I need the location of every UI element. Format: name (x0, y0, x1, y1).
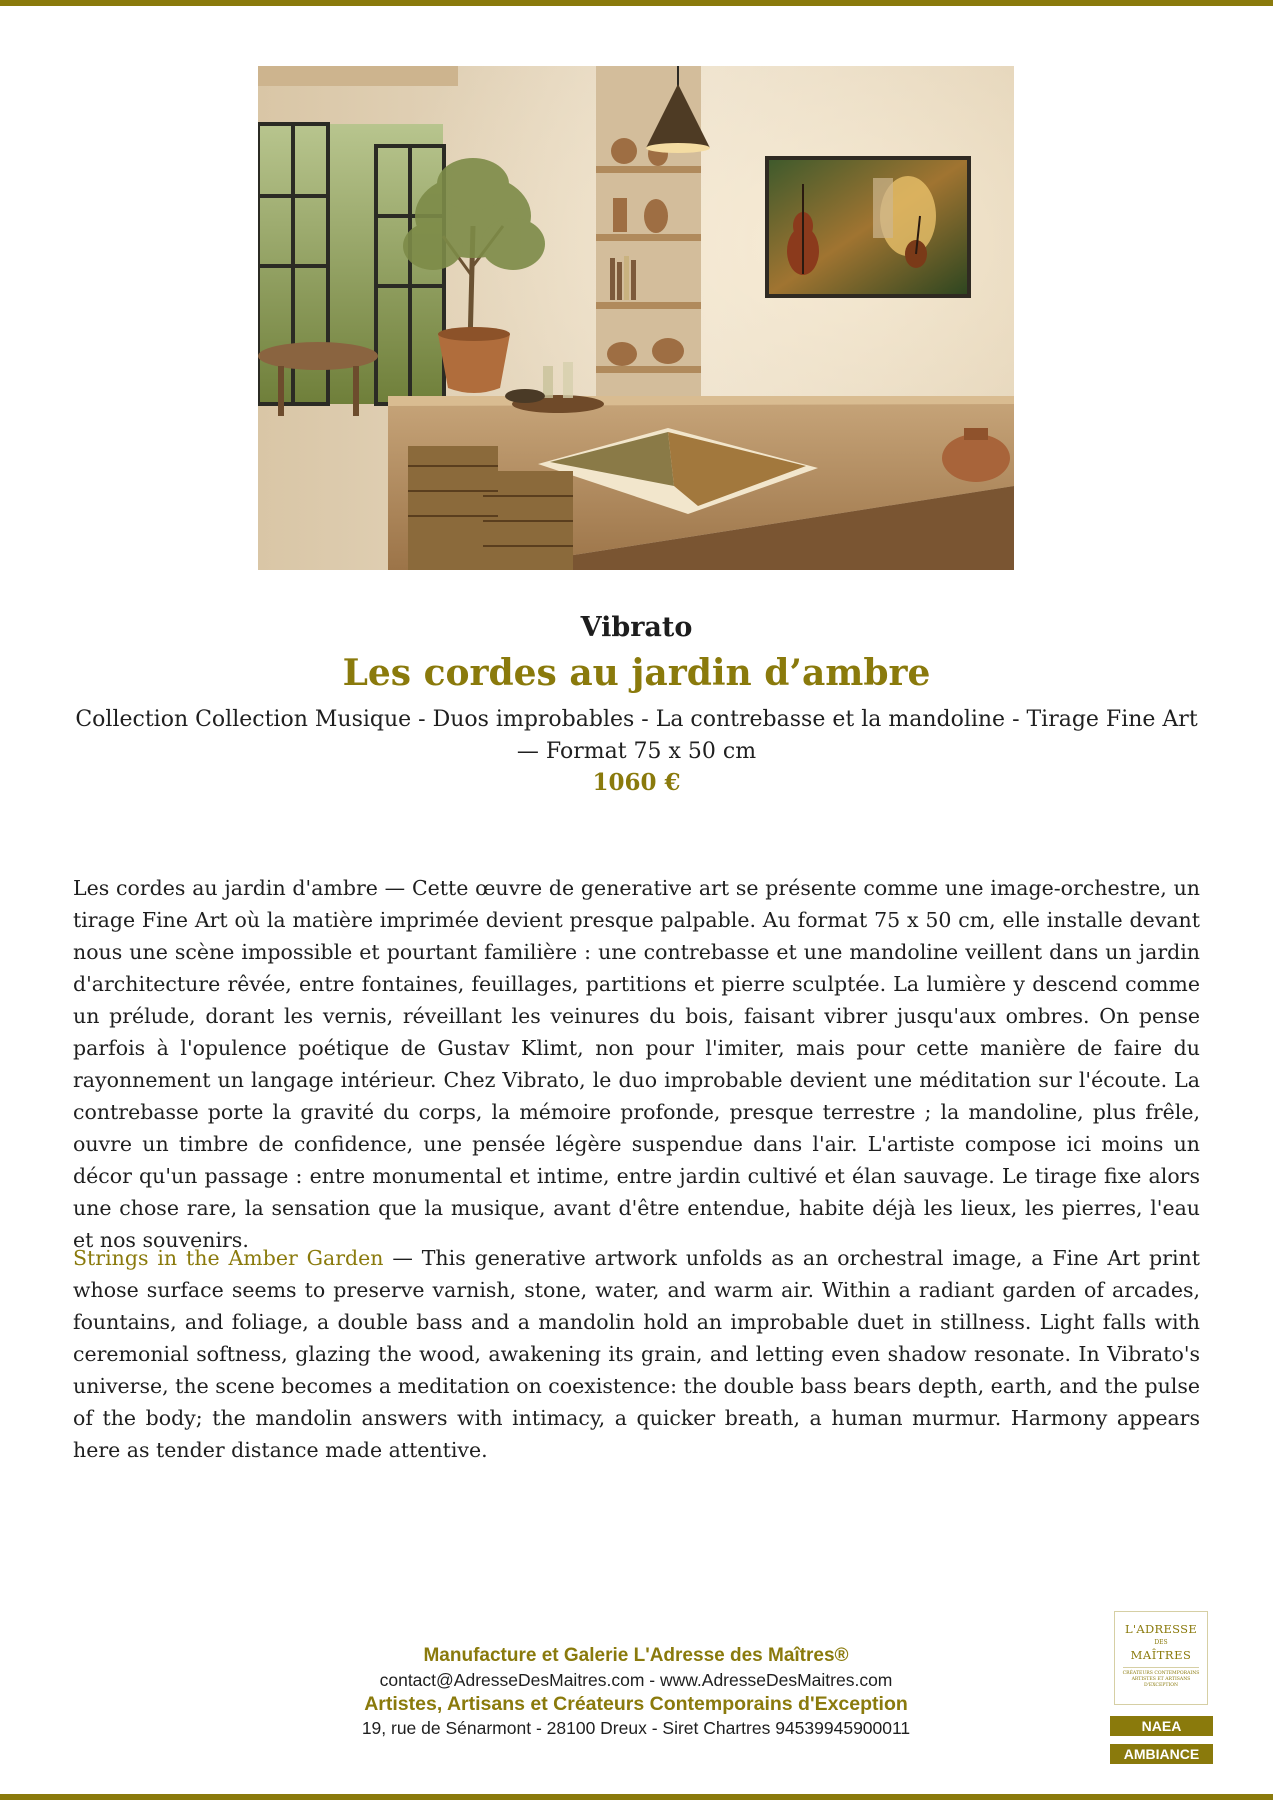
top-rule (0, 0, 1273, 6)
gallery-name: Manufacture et Galerie L'Adresse des Maîtres® (423, 1645, 849, 1666)
collection-format: Collection Collection Musique - Duos improbables - La contrebasse et la mandoline - Tirage Fine Art — Format 75 x 50 cm (75, 707, 1198, 764)
artists-tagline: Artistes, Artisans et Créateurs Contemporains d'Exception (364, 1693, 908, 1715)
contact-line: contact@AdresseDesMaitres.com - www.AdresseDesMaitres.com (379, 1670, 893, 1690)
bottom-rule (0, 1794, 1273, 1800)
ambiance-badge: AMBIANCE (1110, 1744, 1213, 1764)
artist-name: Vibrato (580, 612, 693, 643)
artwork-price: 1060 € (592, 769, 681, 796)
gallery-logo (1114, 1611, 1208, 1705)
kitchen-scene (258, 66, 1014, 570)
naea-badge: NAEA (1110, 1716, 1213, 1736)
description-english (73, 1242, 1200, 1466)
description-french: Les cordes au jardin d'ambre — Cette œuvre de generative art se présente comme une image-orchestre, un tirage Fine Art où la matière imprimée devient presque palpable. Au format 75 x 50 cm, elle installe devant nous une scène impossible et pourtant familière : une contrebasse et une mandoline veillent dans un jardin d'architecture rêvée, entre fontaines, feuillages, partitions et pierre sculptée. La lumière y descend comme un prélude, dorant les vernis, réveillant les veinures du bois, faisant vibrer jusqu'aux ombres. On pense parfois à l'opulence poétique de Gustav Klimt, non pour l'imiter, mais pour cette manière de faire du rayonnement un langage intérieur. Chez Vibrato, le duo improbable devient une méditation sur l'écoute. La contrebasse porte la gravité du corps, la mémoire profonde, presque terrestre ; la mandoline, plus frêle, ouvre un timbre de confidence, une pensée légère suspendue dans l'air. L'artiste compose ici moins un décor qu'un passage : entre monumental et intime, entre jardin cultivé et élan sauvage. Le tirage fixe alors une chose rare, la sensation que la musique, avant d'être entendue, habite déjà les lieux, les pierres, l'eau et nos souvenirs. (73, 876, 1200, 1252)
english-text: — This generative artwork unfolds as an orchestral image, a Fine Art print whose surface seems to preserve varnish, stone, water, and warm air. Within a radiant garden of arcades, fountains, and foliage, a double bass and a mandolin hold an improbable duet in stillness. Light falls with ceremonial softness, glazing the wood, awakening its grain, and letting even shadow resonate. In Vibrato's universe, the scene becomes a meditation on coexistence: the double bass bears depth, earth, and the pulse of the body; the mandolin answers with intimacy, a quicker breath, a human murmur. Harmony appears here as tender distance made attentive. (73, 1246, 1200, 1462)
artwork-photo (258, 66, 1014, 570)
address-line: 19, rue de Sénarmont - 28100 Dreux - Siret Chartres 94539945900011 (361, 1718, 911, 1738)
gallery-footer (236, 1644, 1036, 1740)
logo-line-2: DES (1154, 1639, 1168, 1646)
logo-line-1: L'ADRESSE (1124, 1622, 1198, 1636)
logo-tagline: CRÉATEURS CONTEMPORAINS ARTISTES ET ARTISANS D'EXCEPTION (1122, 1671, 1200, 1688)
logo-divider (1123, 1667, 1199, 1668)
logo-line-3: MAÎTRES (1130, 1648, 1192, 1662)
artwork-title: Les cordes au jardin d’ambre (342, 652, 931, 694)
english-title: Strings in the Amber Garden (73, 1246, 384, 1270)
